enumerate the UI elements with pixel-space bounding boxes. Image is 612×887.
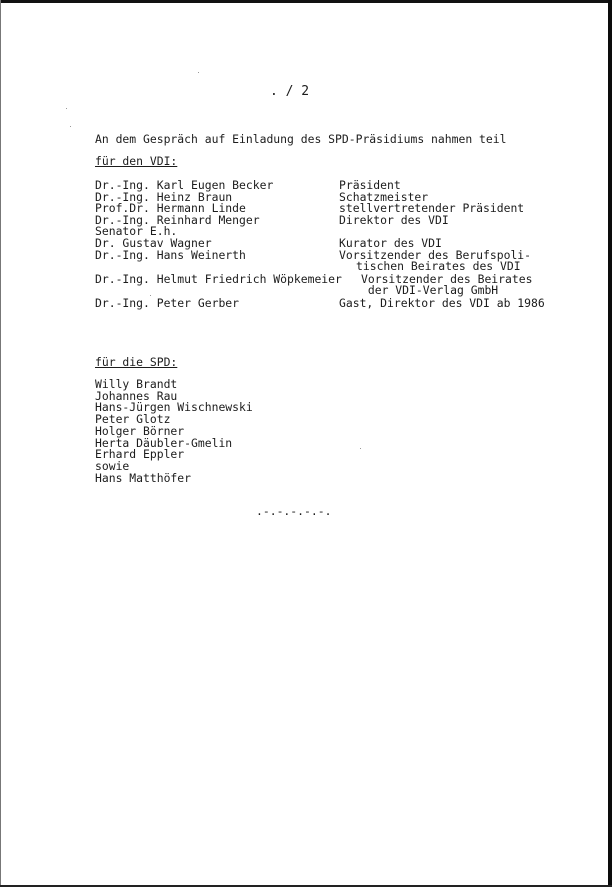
- participant-role: Vorsitzender des Berufspoli-: [339, 248, 532, 262]
- participant-role: Kurator des VDI: [339, 236, 442, 250]
- participant-role: Direktor des VDI: [339, 213, 449, 227]
- participant-role: Präsident: [339, 178, 401, 192]
- scan-border-right: [608, 0, 612, 887]
- scan-speck: [198, 72, 199, 73]
- list-item: Johannes Rau: [95, 388, 178, 403]
- end-mark: .-.-.-.-.-.: [256, 504, 332, 518]
- participant-role: der VDI-Verlag GmbH: [361, 283, 499, 297]
- list-item: Herta Däubler-Gmelin: [95, 435, 233, 450]
- scan-speck: [70, 126, 71, 127]
- participant-name: Senator E.h.: [95, 224, 178, 238]
- participant-role: tischen Beirates des VDI: [356, 259, 521, 273]
- list-item: sowie: [95, 458, 130, 473]
- participant-name: Dr.-Ing. Helmut Friedrich Wöpkemeier: [95, 272, 342, 286]
- list-item: Hans Matthöfer: [95, 470, 192, 485]
- participant-role: stellvertretender Präsident: [339, 201, 525, 215]
- participant-name: Dr.-Ing. Heinz Braun: [95, 190, 233, 204]
- vdi-heading: für den VDI:: [95, 154, 178, 168]
- list-item: Erhard Eppler: [95, 447, 185, 462]
- scan-border-left: [0, 0, 1, 887]
- page-number: . / 2: [270, 84, 310, 99]
- list-item: Peter Glotz: [95, 412, 171, 427]
- participant-name: Dr.-Ing. Karl Eugen Becker: [95, 178, 274, 192]
- spd-heading: für die SPD:: [95, 355, 178, 369]
- participant-name: Dr.-Ing. Peter Gerber: [95, 296, 240, 310]
- scan-speck: [66, 108, 67, 109]
- list-item: Holger Börner: [95, 423, 185, 438]
- participant-name: Dr. Gustav Wagner: [95, 236, 212, 250]
- intro-text: An dem Gespräch auf Einladung des SPD-Präsidiums nahmen teil: [95, 132, 507, 146]
- participant-role: Vorsitzender des Beirates: [361, 272, 533, 286]
- scan-border-top: [0, 0, 612, 3]
- participant-name: Dr.-Ing. Hans Weinerth: [95, 248, 246, 262]
- participant-name: Dr.-Ing. Reinhard Menger: [95, 213, 260, 227]
- scan-speck: [360, 448, 361, 449]
- participant-name: Prof.Dr. Hermann Linde: [95, 201, 246, 215]
- participant-role: Schatzmeister: [339, 190, 429, 204]
- list-item: Willy Brandt: [95, 377, 178, 391]
- participant-role: Gast, Direktor des VDI ab 1986: [339, 296, 545, 310]
- list-item: Hans-Jürgen Wischnewski: [95, 400, 253, 415]
- spd-participants-list: [95, 379, 253, 484]
